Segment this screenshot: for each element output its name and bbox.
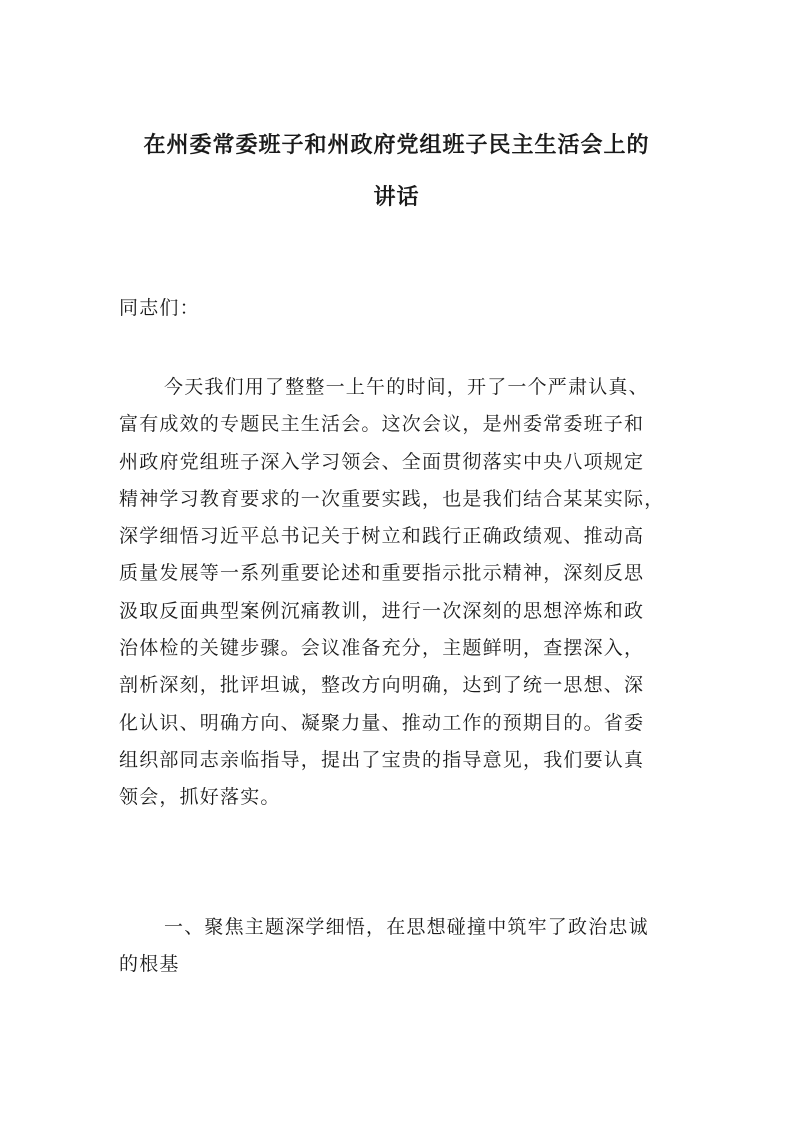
salutation: 同志们： [119,297,200,319]
paragraph-1 [119,369,684,817]
paragraph-line: 组织部同志亲临指导，提出了宝贵的指导意见，我们要认真 [119,748,645,771]
paragraph-line: 质量发展等一系列重要论述和重要指示批示精神，深刻反思 [119,562,645,585]
document-title-line-2: 讲话 [373,184,420,210]
paragraph-line: 今天我们用了整整一上午的时间，开了一个严肃认真、 [164,376,649,398]
paragraph-line: 领会，抓好落实。 [119,786,281,809]
paragraph-line: 汲取反面典型案例沉痛教训，进行一次深刻的思想淬炼和政 [119,599,645,622]
paragraph-line: 富有成效的专题民主生活会。这次会议，是州委常委班子和 [119,413,645,436]
document-title-line-1: 在州委常委班子和州政府党组班子民主生活会上的 [143,132,650,158]
section-heading-line: 一、聚焦主题深学细悟，在思想碰撞中筑牢了政治忠诚 [164,916,649,938]
paragraph-line: 化认识、明确方向、凝聚力量、推动工作的预期目的。省委 [119,711,645,734]
section-1-heading [119,909,684,984]
paragraph-line: 治体检的关键步骤。会议准备充分，主题鲜明，查摆深入， [119,637,645,660]
section-heading-line: 的根基 [119,953,180,976]
paragraph-line: 深学细悟习近平总书记关于树立和践行正确政绩观、推动高 [119,525,645,548]
paragraph-line: 剖析深刻，批评坦诚，整改方向明确，达到了统一思想、深 [119,674,645,697]
paragraph-line: 精神学习教育要求的一次重要实践，也是我们结合某某实际， [119,487,665,510]
paragraph-line: 州政府党组班子深入学习领会、全面贯彻落实中央八项规定 [119,450,645,473]
